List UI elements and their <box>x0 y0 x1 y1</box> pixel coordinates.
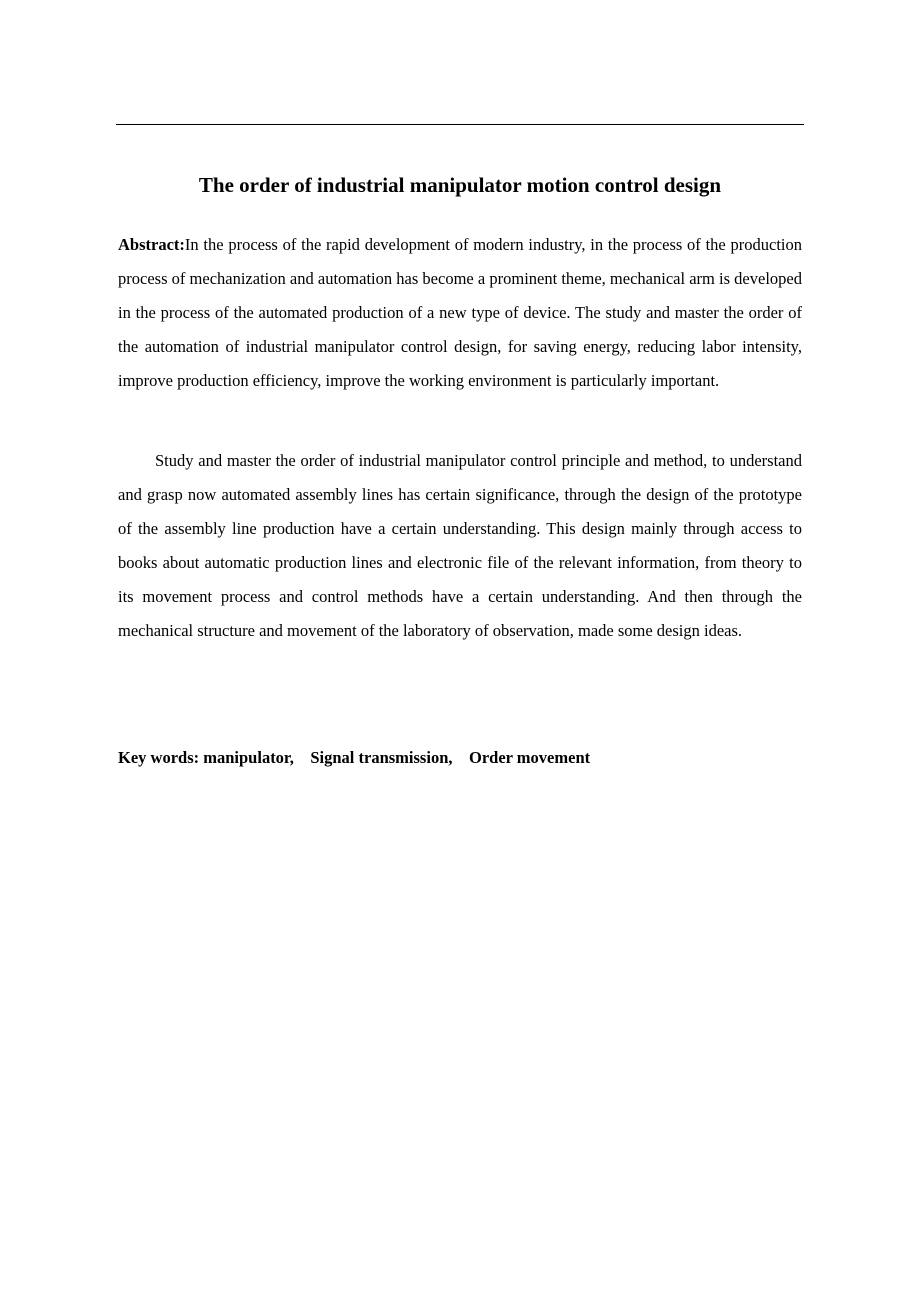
keyword-item: Order movement <box>469 748 591 767</box>
keyword-item: Signal transmission, <box>310 748 453 767</box>
header-rule <box>116 124 804 125</box>
abstract-text: In the process of the rapid development of modern industry, in the process of the production process of mechanization and automation has become a prominent theme, mechanical arm is developed in the process of the automated production of a new type of device. The study and master the order of the automation of industrial manipulator control design, for saving energy, reducing labor intensity, improve production efficiency, improve the working environment is particularly important. <box>118 235 802 390</box>
keywords-line <box>118 741 802 775</box>
document-title: The order of industrial manipulator motion control design <box>198 173 722 197</box>
abstract-paragraph <box>118 228 802 398</box>
abstract-paragraph-2: Study and master the order of industrial manipulator control principle and method, to understand and grasp now automated assembly lines has certain significance, through the design of the prototype of the assembly line production have a certain understanding. This design mainly through access to books about automatic production lines and electronic file of the relevant information, from theory to its movement process and control methods have a certain understanding. And then through the mechanical structure and movement of the laboratory of observation, made some design ideas. <box>118 451 802 640</box>
abstract-label: Abstract: <box>118 235 185 254</box>
keyword-item: manipulator, <box>203 748 294 767</box>
keywords-label: Key words: <box>118 748 200 767</box>
